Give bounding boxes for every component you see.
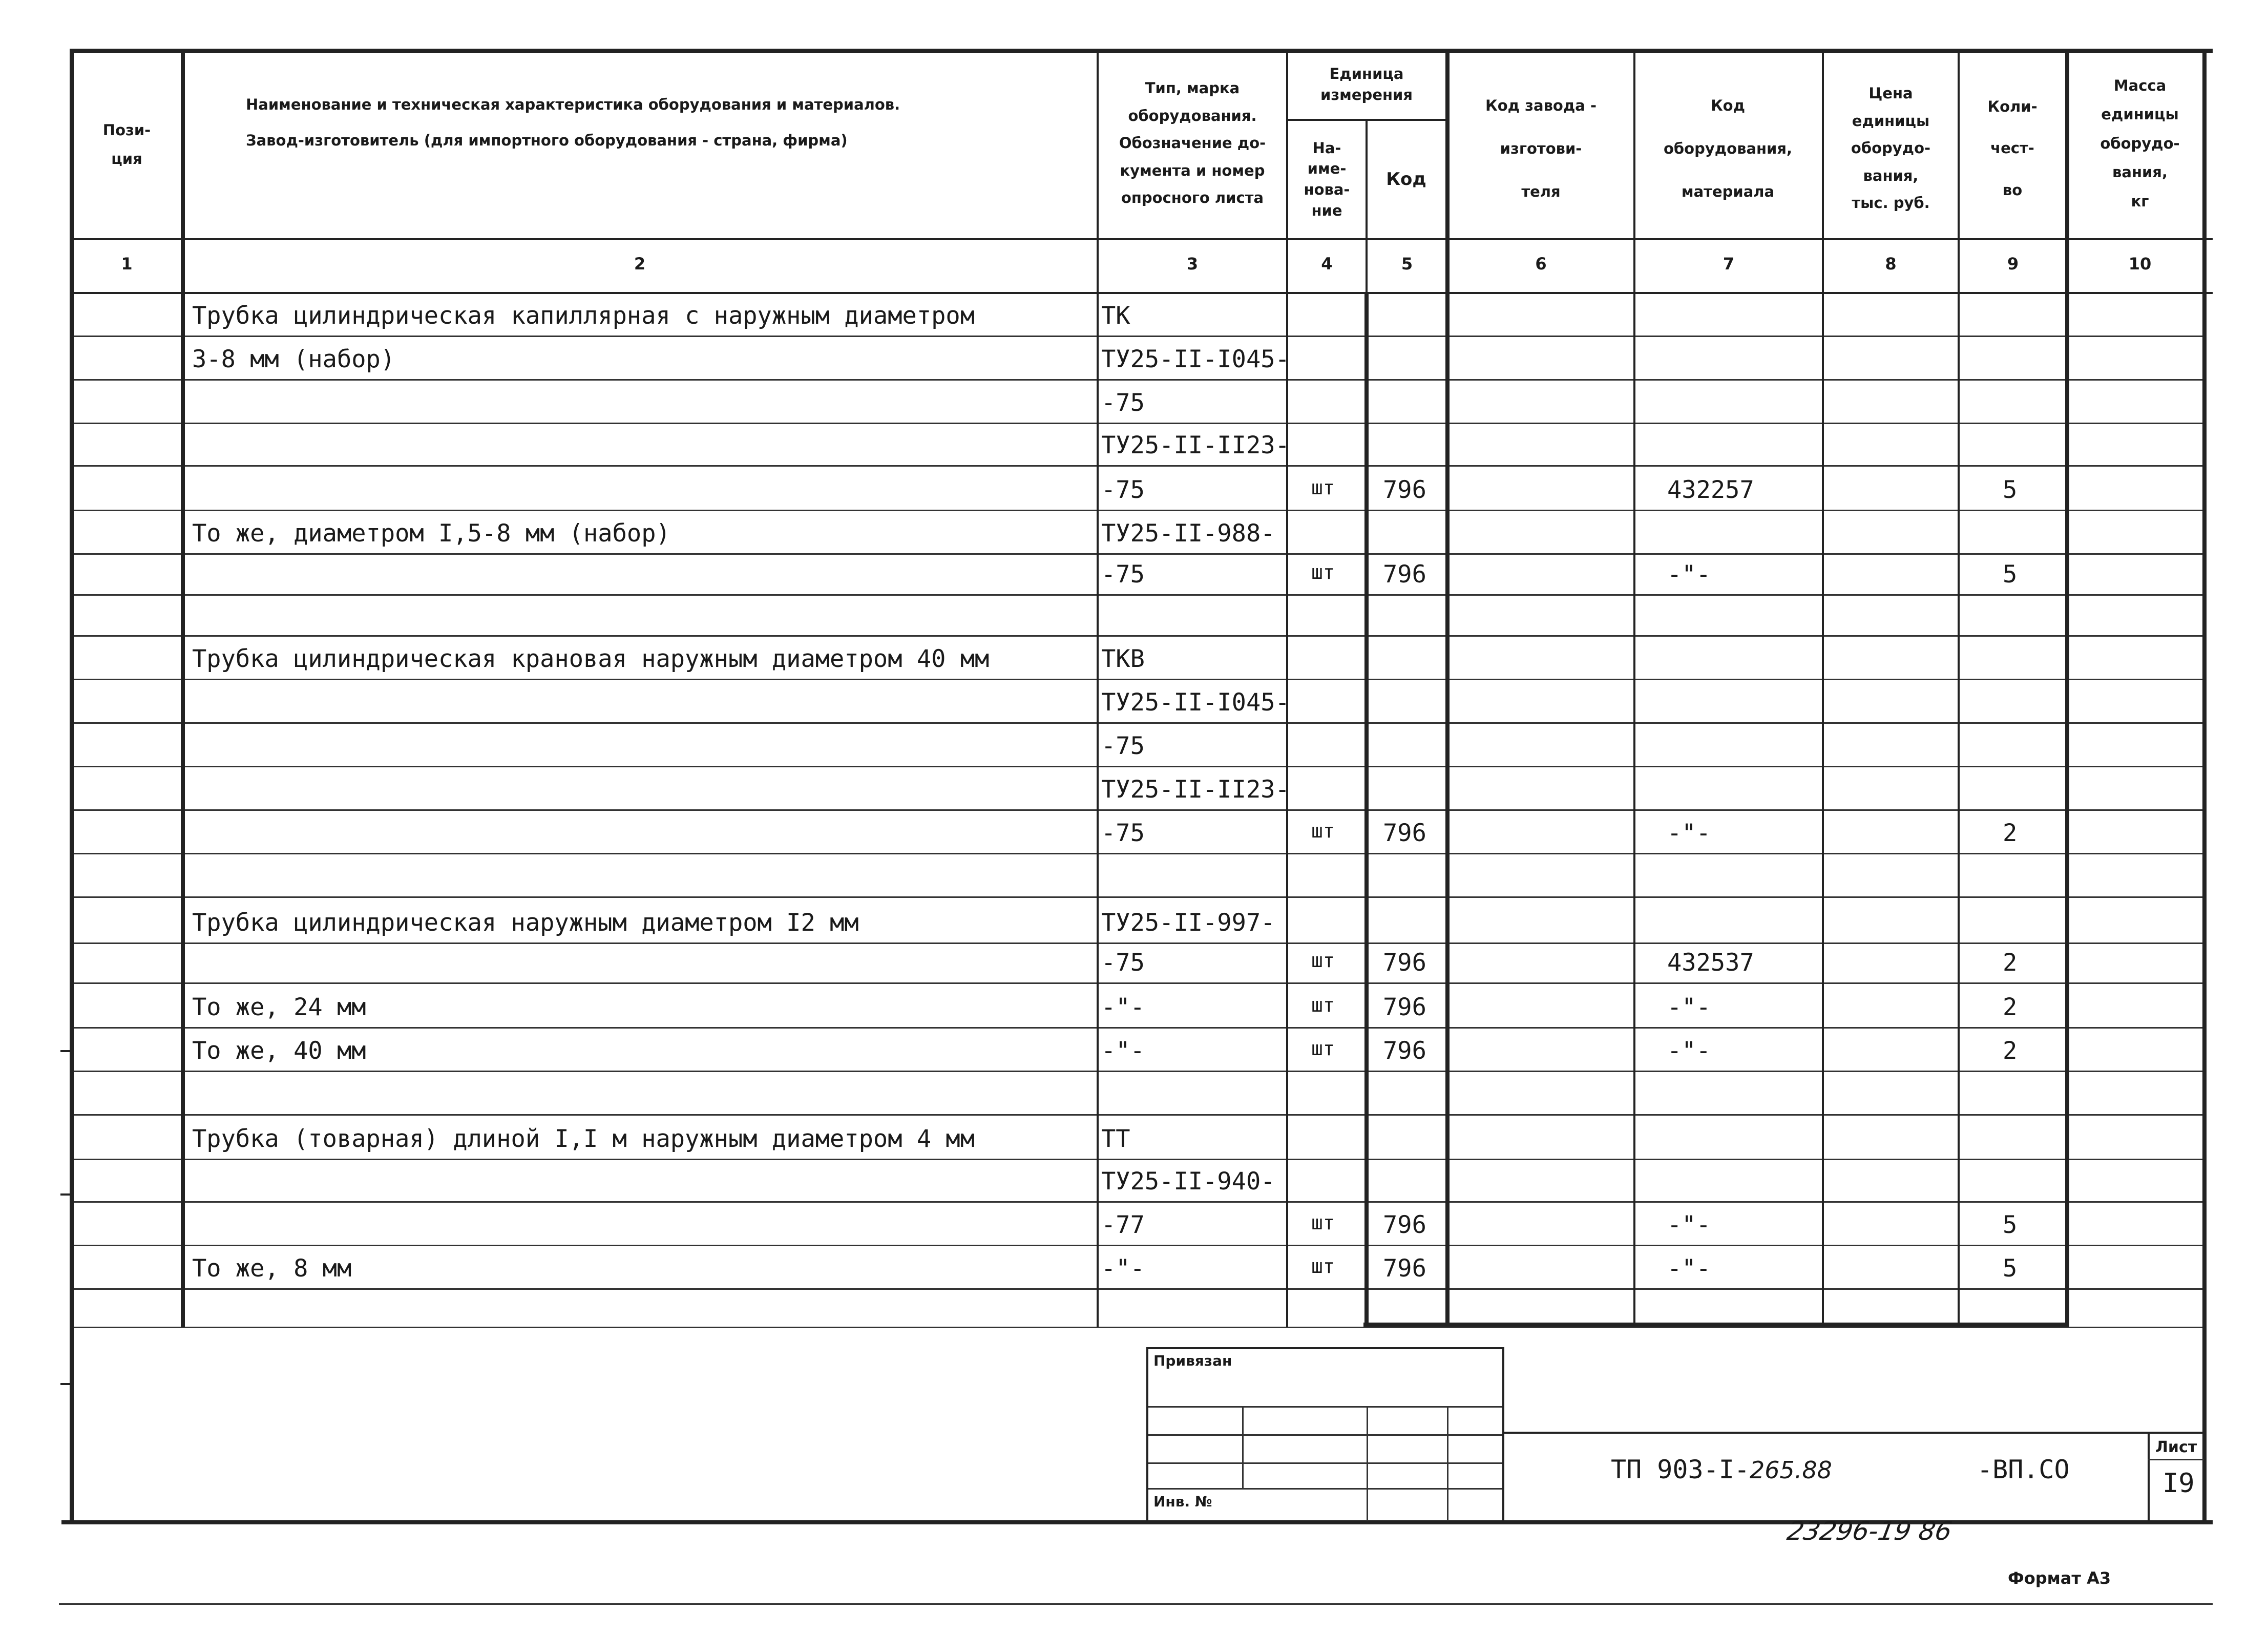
- col-line-9: [2065, 49, 2069, 1327]
- col-line-5: [1445, 49, 1450, 1327]
- row-divider: [72, 553, 2202, 555]
- stamp-box-left: [1146, 1347, 1148, 1521]
- row-divider: [72, 1159, 2202, 1160]
- item-type: -"-: [1101, 1037, 1145, 1065]
- column-number-4: 4: [1321, 254, 1333, 274]
- item-unit: шт: [1311, 949, 1335, 972]
- item-unit: шт: [1311, 820, 1335, 842]
- item-type: -77: [1101, 1211, 1145, 1239]
- row-divider: [72, 809, 2202, 811]
- column-number-10: 10: [2128, 254, 2152, 274]
- row-divider: [72, 722, 2202, 724]
- item-type: ТУ25-II-I045-: [1101, 345, 1290, 373]
- item-unit: шт: [1311, 1255, 1335, 1277]
- item-quantity: 5: [2003, 476, 2018, 504]
- item-unit-code: 796: [1383, 1037, 1426, 1065]
- column-number-9: 9: [2007, 254, 2019, 274]
- stamp-box-right: [1502, 1347, 1504, 1521]
- item-name: То же, 8 мм: [192, 1254, 352, 1283]
- item-name: Трубка цилиндрическая крановая наружным диаметром 40 мм: [192, 645, 990, 673]
- privyazan-label: Привязан: [1153, 1352, 1232, 1369]
- item-unit: шт: [1311, 1211, 1335, 1234]
- item-name: Трубка цилиндрическая капиллярная с наружным диаметром: [192, 302, 975, 330]
- sheet-number: I9: [2162, 1468, 2195, 1499]
- document-suffix: -ВП.СО: [1977, 1455, 2070, 1484]
- item-quantity: 2: [2003, 1037, 2018, 1065]
- margin-tick-1: [60, 1050, 71, 1052]
- header-unit-group: Единица измерения: [1320, 65, 1413, 103]
- item-equipment-code: -"-: [1667, 819, 1711, 847]
- col-line-3: [1286, 49, 1288, 1327]
- item-type: ТУ25-II-I045-: [1101, 688, 1290, 717]
- row-divider: [72, 1027, 2202, 1029]
- header-quantity: Коли- чест- во: [1987, 98, 2038, 199]
- column-number-3: 3: [1186, 254, 1199, 274]
- stamp-box-line1: [1147, 1406, 1503, 1408]
- item-equipment-code: -"-: [1667, 1037, 1711, 1065]
- item-quantity: 2: [2003, 993, 2018, 1021]
- frame-top: [72, 49, 2213, 53]
- item-name: То же, 24 мм: [192, 993, 366, 1021]
- item-quantity: 5: [2003, 1254, 2018, 1283]
- item-type: -"-: [1101, 1254, 1145, 1283]
- item-type: ТУ25-II-II23-: [1101, 431, 1290, 459]
- item-name: Трубка цилиндрическая наружным диаметром I2 мм: [192, 909, 859, 937]
- row-divider: [72, 379, 2202, 381]
- stamp-box-line3: [1147, 1462, 1503, 1464]
- item-type: ТК: [1101, 302, 1130, 330]
- col-line-6: [1633, 49, 1635, 1327]
- header-name-line1: Наименование и техническая характеристика оборудования и материалов.: [246, 96, 900, 113]
- item-unit-code: 796: [1383, 476, 1426, 504]
- item-equipment-code: -"-: [1667, 993, 1711, 1021]
- item-name: То же, 40 мм: [192, 1037, 366, 1065]
- document-number-prefix: ТП 903-I-: [1611, 1455, 1750, 1484]
- stamp-box-col1: [1242, 1406, 1244, 1488]
- item-unit-code: 796: [1383, 1211, 1426, 1239]
- doc-block-top: [1503, 1432, 2204, 1434]
- item-quantity: 5: [2003, 1211, 2018, 1239]
- item-equipment-code: -"-: [1667, 560, 1711, 589]
- item-equipment-code: -"-: [1667, 1211, 1711, 1239]
- item-type: ТУ25-II-940-: [1101, 1167, 1275, 1196]
- column-number-1: 1: [121, 254, 133, 274]
- item-unit-code: 796: [1383, 993, 1426, 1021]
- header-type: Тип, марка оборудования. Обозначение до- кумента и номер опросного листа: [1119, 79, 1266, 207]
- row-divider: [72, 594, 2202, 596]
- item-name: То же, диаметром I,5-8 мм (набор): [192, 519, 670, 548]
- document-number: [1611, 1455, 1832, 1484]
- header-bottom: [72, 238, 2213, 240]
- margin-tick-2: [60, 1193, 71, 1196]
- header-equipment-code: Код оборудования, материала: [1663, 96, 1793, 201]
- item-type: -"-: [1101, 993, 1145, 1021]
- col-line-2: [1097, 49, 1099, 1327]
- row-divider: [72, 896, 2202, 898]
- col-line-7: [1822, 49, 1824, 1327]
- column-number-7: 7: [1723, 254, 1735, 274]
- bottom-trim-line: [59, 1603, 2213, 1605]
- column-number-5: 5: [1401, 254, 1413, 274]
- item-equipment-code: 432257: [1667, 476, 1754, 504]
- header-factory-code: Код завода - изготови- теля: [1485, 96, 1597, 201]
- row-divider: [72, 766, 2202, 767]
- stamp-box-col3: [1447, 1406, 1448, 1521]
- inv-number-label: Инв. №: [1153, 1493, 1212, 1510]
- row-divider: [72, 679, 2202, 680]
- col-line-1: [181, 49, 185, 1327]
- row-divider: [72, 465, 2202, 467]
- item-unit-code: 796: [1383, 560, 1426, 589]
- item-quantity: 2: [2003, 819, 2018, 847]
- row-divider: [72, 1245, 2202, 1246]
- row-divider: [72, 942, 2202, 944]
- sheet-label: Лист: [2155, 1438, 2197, 1456]
- item-unit-code: 796: [1383, 819, 1426, 847]
- stamp-box-top: [1147, 1347, 1503, 1349]
- stamp-box-line2: [1147, 1434, 1503, 1436]
- item-type: -75: [1101, 949, 1145, 977]
- item-unit: шт: [1311, 994, 1335, 1016]
- row-divider: [72, 982, 2202, 984]
- item-unit-code: 796: [1383, 949, 1426, 977]
- document-number-handwritten: 265.88: [1749, 1456, 1832, 1484]
- stamp-box-col2: [1367, 1406, 1368, 1521]
- frame-right: [2202, 49, 2207, 1522]
- margin-tick-3: [60, 1383, 71, 1385]
- header-unit-name: На- име- нова- ние: [1304, 139, 1350, 219]
- item-name: Трубка (товарная) длиной I,I м наружным диаметром 4 мм: [192, 1125, 975, 1153]
- format-label: Формат А3: [2008, 1568, 2111, 1588]
- row-divider: [72, 635, 2202, 637]
- column-number-8: 8: [1885, 254, 1897, 274]
- item-type: -75: [1101, 476, 1145, 504]
- item-type: -75: [1101, 560, 1145, 589]
- column-number-6: 6: [1535, 254, 1547, 274]
- row-divider: [72, 1327, 2202, 1328]
- frame-left: [70, 49, 74, 1522]
- item-type: ТУ25-II-997-: [1101, 909, 1275, 937]
- table-bottom: [1363, 1323, 2067, 1327]
- item-name: 3-8 мм (набор): [192, 345, 395, 373]
- item-type: ТКВ: [1101, 645, 1145, 673]
- header-position: Пози- ция: [102, 121, 151, 167]
- header-name-line2: Завод-изготовитель (для импортного оборудования - страна, фирма): [246, 131, 848, 149]
- header-unit-code: Код: [1386, 169, 1426, 190]
- row-divider: [72, 510, 2202, 511]
- item-type: ТУ25-II-II23-: [1101, 776, 1290, 804]
- row-divider: [72, 1288, 2202, 1290]
- row-divider: [72, 853, 2202, 854]
- item-quantity: 2: [2003, 949, 2018, 977]
- item-equipment-code: -"-: [1667, 1254, 1711, 1283]
- item-unit: шт: [1311, 561, 1335, 583]
- row-divider: [72, 1071, 2202, 1072]
- item-unit: шт: [1311, 476, 1335, 499]
- stamp-box-line4: [1147, 1488, 1503, 1490]
- item-equipment-code: 432537: [1667, 949, 1754, 977]
- row-divider: [72, 1201, 2202, 1203]
- item-type: -75: [1101, 819, 1145, 847]
- row-divider: [72, 423, 2202, 424]
- header-price: Цена единицы оборудо- вания, тыс. руб.: [1851, 84, 1931, 212]
- item-type: ТУ25-II-988-: [1101, 519, 1275, 548]
- header-mass: Масса единицы оборудо- вания, кг: [2100, 76, 2180, 210]
- item-type: ТТ: [1101, 1125, 1130, 1153]
- header-name: [246, 87, 1091, 169]
- row-divider: [72, 1114, 2202, 1116]
- sheet-box-divider: [2148, 1459, 2204, 1460]
- col-line-8: [1958, 49, 1960, 1327]
- column-number-2: 2: [634, 254, 646, 274]
- row-divider: [72, 336, 2202, 337]
- item-unit: шт: [1311, 1037, 1335, 1060]
- item-type: -75: [1101, 389, 1145, 417]
- col-line-4-thick: [1364, 292, 1369, 1327]
- item-unit-code: 796: [1383, 1254, 1426, 1283]
- numbers-bottom: [72, 292, 2213, 294]
- item-quantity: 5: [2003, 560, 2018, 589]
- item-type: -75: [1101, 732, 1145, 760]
- sheet-box-left: [2148, 1432, 2150, 1521]
- archive-number: 23296-19 86: [1784, 1516, 1955, 1546]
